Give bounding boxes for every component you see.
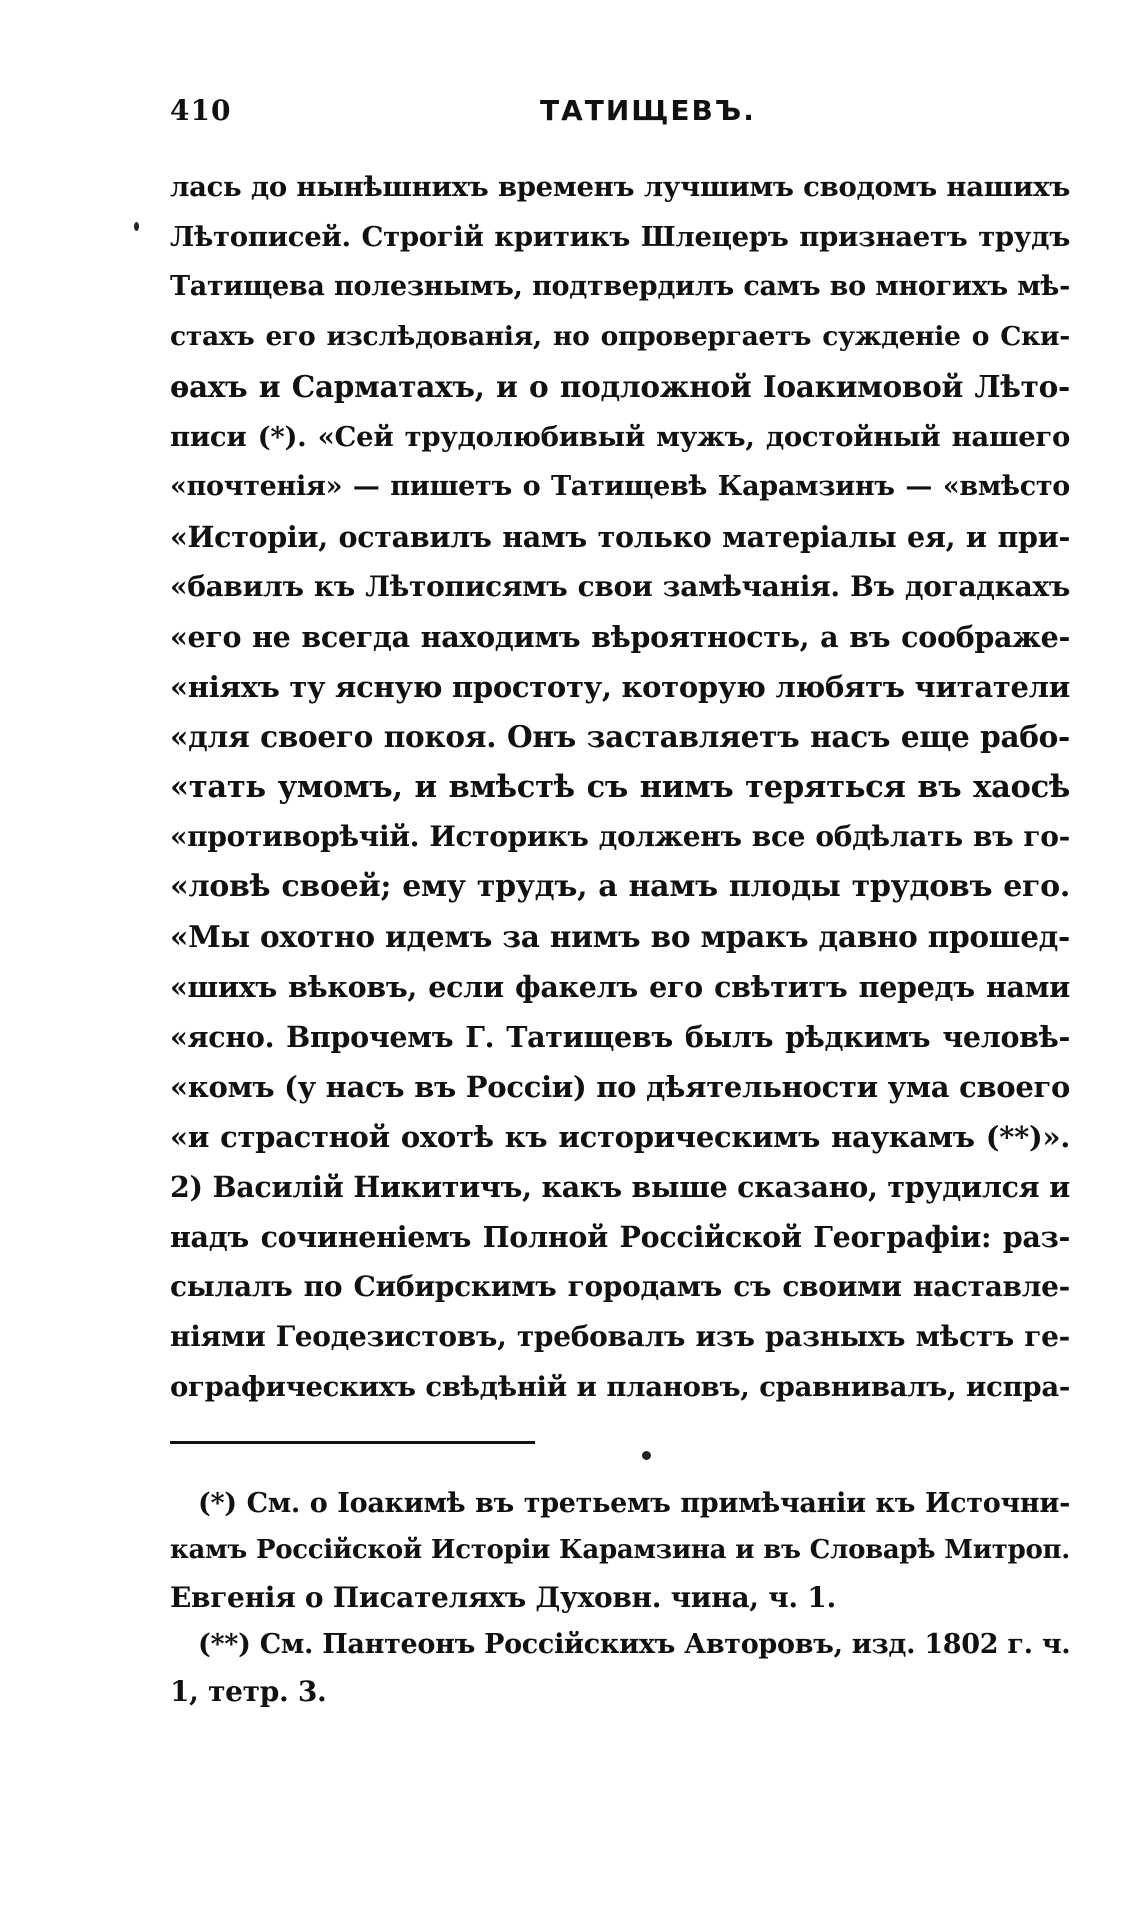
page-header [170, 88, 1070, 132]
footnote-line: Евгенія о Писателяхъ Духовн. чина, ч. 1. [170, 1581, 836, 1614]
footnote-separator [170, 1441, 535, 1444]
text-line: «Исторіи, оставилъ намъ только матеріалы ея, и при- [170, 520, 1070, 554]
text-line: «бавилъ къ Лѣтописямъ свои замѣчанія. Въ догадкахъ [170, 570, 1070, 603]
text-line: ѳахъ и Сарматахъ, и о подложной Іоакимовой Лѣто- [170, 369, 1070, 404]
text-line: «ніяхъ ту ясную простоту, которую любятъ читатели [170, 670, 1071, 704]
text-line: «почтенія» — пишетъ о Татищевѣ Карамзинъ — «вмѣсто [170, 471, 1070, 502]
page-number: 410 [170, 93, 232, 127]
text-line: «противорѣчій. Историкъ долженъ все обдѣлать въ го- [170, 820, 1070, 853]
text-line: ніями Геодезистовъ, требовалъ изъ разныхъ мѣстъ ге- [170, 1320, 1070, 1353]
text-line: «его не всегда находимъ вѣроятность, а въ соображе- [170, 620, 1070, 654]
text-line: 2) Василій Никитичъ, какъ выше сказано, трудился и [170, 1170, 1070, 1204]
text-line: «ясно. Впрочемъ Г. Татищевъ былъ рѣдкимъ человѣ- [170, 1020, 1070, 1054]
text-line: лась до нынѣшнихъ временъ лучшимъ сводомъ нашихъ [170, 171, 1070, 203]
text-line: Лѣтописей. Строгій критикъ Шлецеръ признаетъ трудъ [170, 221, 1070, 253]
print-speck [642, 1451, 651, 1460]
footnotes [170, 1480, 1070, 1715]
text-line: «и страстной охотѣ къ историческимъ наукамъ (**)». [170, 1120, 1070, 1154]
text-line: надъ сочиненіемъ Полной Россійской Географіи: раз- [170, 1220, 1070, 1254]
running-head: ТАТИЩЕВЪ. [540, 93, 756, 127]
text-line: ографическихъ свѣдѣній и плановъ, сравнивалъ, испра- [170, 1371, 1070, 1403]
footnote-line: камъ Россійской Исторіи Карамзина и въ Словарѣ Митроп. [170, 1535, 1070, 1565]
text-line: писи (*). «Сей трудолюбивый мужъ, достойный нашего [170, 421, 1070, 453]
text-line: «ловѣ своей; ему трудъ, а намъ плоды трудовъ его. [170, 869, 1070, 904]
text-line: «для своего покоя. Онъ заставляетъ насъ еще рабо- [170, 719, 1070, 754]
text-line: «комъ (у насъ въ Россіи) по дѣятельности ума своего [170, 1070, 1070, 1104]
footnote-line: (*) См. о Іоакимѣ въ третьемъ примѣчаніи къ Источни- [198, 1488, 1070, 1519]
footnote-line: (**) См. Пантеонъ Россійскихъ Авторовъ, изд. 1802 г. ч. [198, 1629, 1071, 1660]
text-line: «тать умомъ, и вмѣстѣ съ нимъ теряться въ хаосѣ [170, 769, 1070, 805]
text-line: стахъ его изслѣдованія, но опровергаетъ сужденіе о Ски- [170, 321, 1070, 352]
main-text [170, 162, 1070, 1412]
text-line: сылалъ по Сибирскимъ городамъ съ своими наставле- [170, 1270, 1070, 1303]
footnote-line: 1, тетр. 3. [170, 1675, 327, 1708]
text-line: «Мы охотно идемъ за нимъ во мракъ давно прошед- [170, 919, 1070, 954]
text-line: «шихъ вѣковъ, если факелъ его свѣтитъ передъ нами [170, 970, 1070, 1004]
text-line: Татищева полезнымъ, подтвердилъ самъ во многихъ мѣ- [170, 271, 1070, 302]
print-speck [134, 222, 139, 231]
